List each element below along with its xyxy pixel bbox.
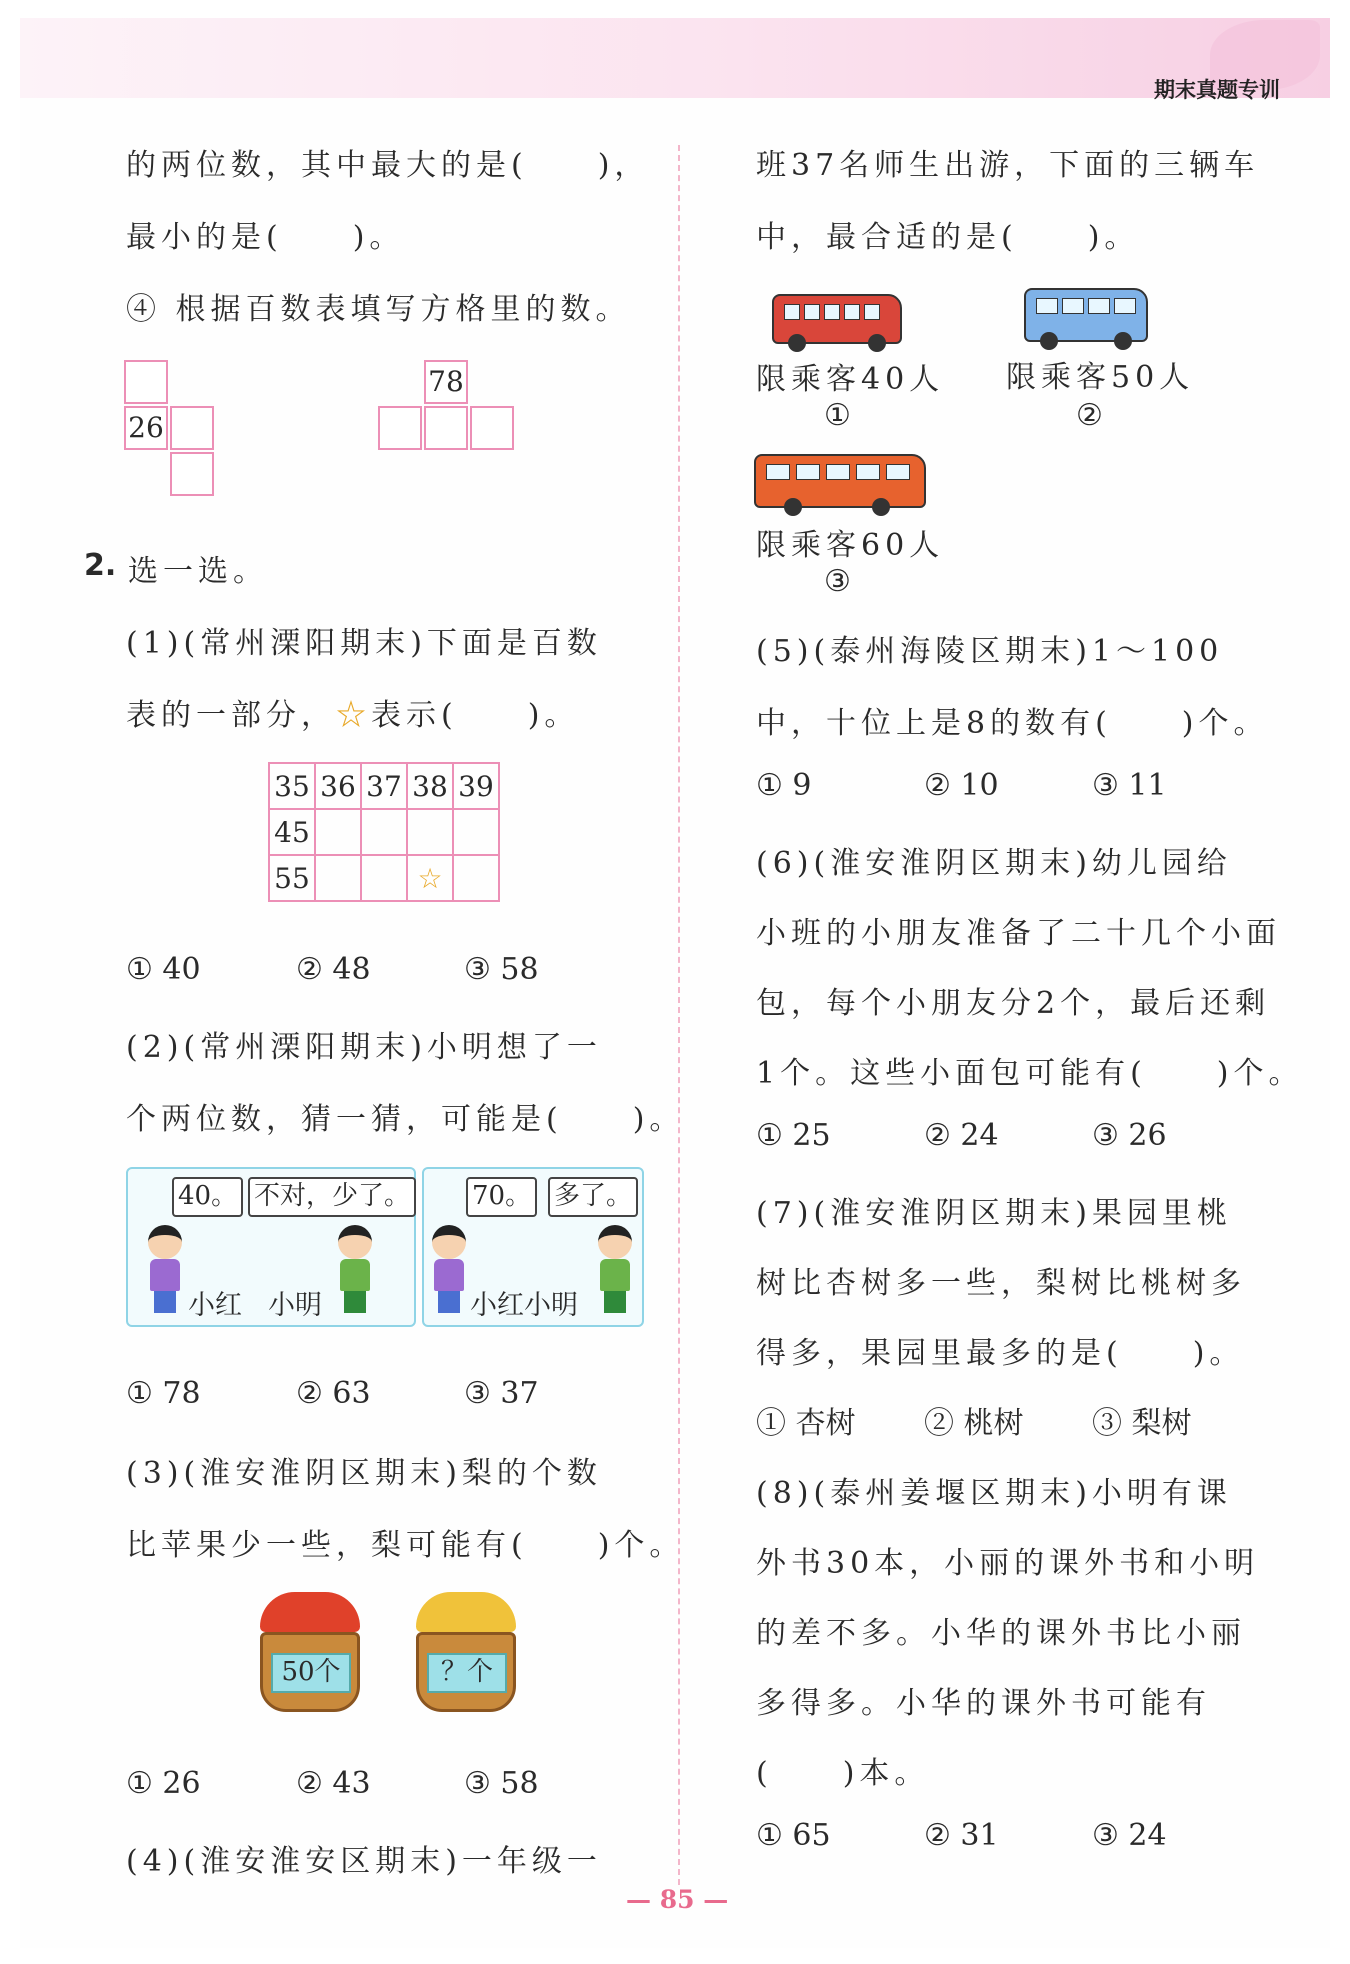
option[interactable]: ③ 58: [464, 1766, 539, 1801]
basket-label: ？个: [427, 1653, 507, 1693]
grid-cell[interactable]: [470, 406, 514, 450]
header-title: 期末真题专训: [1154, 78, 1280, 102]
grid-cell-given: 78: [424, 360, 468, 404]
text-line: 个两位数，猜一猜，可能是( )。: [126, 1102, 685, 1137]
table-cell: [315, 809, 361, 855]
text-line: (7)(淮安淮阴区期末)果园里桃: [756, 1196, 1232, 1231]
text-line: 最小的是( )。: [126, 220, 405, 255]
dialogue-scene: [422, 1167, 644, 1327]
speech-bubble: 40。: [172, 1177, 243, 1217]
text-line: 中，十位上是8的数有( )个。: [756, 706, 1269, 741]
table-row: [269, 763, 499, 809]
table-cell: 39: [453, 763, 499, 809]
table-row: [269, 809, 499, 855]
text-line: 的差不多。小华的课外书比小丽: [756, 1616, 1246, 1651]
question-title: 选一选。: [128, 554, 268, 589]
option[interactable]: ③ 58: [464, 952, 539, 987]
option[interactable]: ② 43: [296, 1766, 371, 1801]
option[interactable]: ② 桃树: [924, 1406, 1024, 1441]
option[interactable]: ① 9: [756, 768, 812, 803]
text-line: (5)(泰州海陵区期末)1～100: [756, 634, 1224, 669]
table-cell: 35: [269, 763, 315, 809]
option[interactable]: ② 63: [296, 1376, 371, 1411]
grid-cell[interactable]: [378, 406, 422, 450]
grid-cell-given: 26: [124, 406, 168, 450]
option[interactable]: ③ 梨树: [1092, 1406, 1192, 1441]
grid-cell[interactable]: [424, 406, 468, 450]
girl-figure: [428, 1225, 470, 1315]
table-cell: [453, 855, 499, 901]
text-line: (2)(常州溧阳期末)小明想了一: [126, 1030, 602, 1065]
text-line: ④ 根据百数表填写方格里的数。: [126, 292, 631, 327]
option[interactable]: ① 26: [126, 1766, 201, 1801]
option[interactable]: ① 40: [126, 952, 201, 987]
apple-basket: [260, 1592, 360, 1712]
table-cell: [453, 809, 499, 855]
bus-label: 限乘客50人: [1006, 360, 1195, 395]
kid-label: 小红: [188, 1290, 242, 1321]
text-line: (6)(淮安淮阴区期末)幼儿园给: [756, 846, 1232, 881]
table-row: [269, 855, 499, 901]
option[interactable]: ② 24: [924, 1118, 999, 1153]
boy-figure: [594, 1225, 636, 1315]
bus-number[interactable]: ②: [1076, 398, 1103, 433]
star-icon: ☆: [407, 855, 453, 901]
table-cell: 37: [361, 763, 407, 809]
bus-label: 限乘客40人: [756, 362, 945, 397]
star-icon: ☆: [336, 698, 371, 733]
text-line: [126, 690, 579, 734]
speech-bubble: 多了。: [548, 1177, 638, 1217]
option[interactable]: ② 48: [296, 952, 371, 987]
column-divider: [678, 145, 680, 1885]
text-part: 表的一部分，: [126, 698, 336, 733]
table-cell: [361, 809, 407, 855]
text-part: 表示( )。: [371, 698, 580, 733]
table-cell: [315, 855, 361, 901]
table-cell: [361, 855, 407, 901]
text-line: 外书30本，小丽的课外书和小明: [756, 1546, 1260, 1581]
page-number: — 85 —: [626, 1885, 729, 1914]
text-line: 得多，果园里最多的是( )。: [756, 1336, 1245, 1371]
bus-icon: [1024, 288, 1148, 342]
text-line: (4)(淮安淮安区期末)一年级一: [126, 1844, 602, 1879]
pear-basket: [416, 1592, 516, 1712]
grid-cell[interactable]: [170, 452, 214, 496]
option[interactable]: ③ 26: [1092, 1118, 1167, 1153]
bus-label: 限乘客60人: [756, 528, 945, 563]
table-cell: [407, 809, 453, 855]
apple-icon: [260, 1592, 360, 1632]
text-line: (8)(泰州姜堰区期末)小明有课: [756, 1476, 1232, 1511]
text-line: (3)(淮安淮阴区期末)梨的个数: [126, 1456, 602, 1491]
option[interactable]: ① 杏树: [756, 1406, 856, 1441]
table-cell: 36: [315, 763, 361, 809]
grid-cell[interactable]: [170, 406, 214, 450]
text-line: 中，最合适的是( )。: [756, 220, 1140, 255]
table-cell: 55: [269, 855, 315, 901]
bus-number[interactable]: ①: [824, 398, 851, 433]
bus-icon: [754, 454, 926, 508]
option[interactable]: ③ 11: [1092, 768, 1167, 803]
basket-label: 50个: [271, 1653, 351, 1693]
text-line: 小班的小朋友准备了二十几个小面: [756, 916, 1281, 951]
option[interactable]: ② 31: [924, 1818, 999, 1853]
text-line: 比苹果少一些，梨可能有( )个。: [126, 1528, 685, 1563]
table-cell: 38: [407, 763, 453, 809]
header-band: [20, 18, 1330, 98]
text-line: 树比杏树多一些，梨树比桃树多: [756, 1266, 1246, 1301]
grid-cell[interactable]: [124, 360, 168, 404]
kid-label: 小明: [268, 1290, 322, 1321]
hundred-table: [268, 762, 500, 902]
text-line: 包，每个小朋友分2个，最后还剩: [756, 986, 1271, 1021]
text-line: ( )本。: [756, 1756, 930, 1791]
text-line: 多得多。小华的课外书可能有: [756, 1686, 1211, 1721]
bus-number[interactable]: ③: [824, 564, 851, 599]
option[interactable]: ① 65: [756, 1818, 831, 1853]
kid-label: 小红小明: [470, 1290, 578, 1321]
dialogue-scene: [126, 1167, 416, 1327]
girl-figure: [144, 1225, 186, 1315]
pear-icon: [416, 1592, 516, 1632]
text-line: 班37名师生出游，下面的三辆车: [756, 148, 1260, 183]
option[interactable]: ② 10: [924, 768, 999, 803]
text-line: 的两位数，其中最大的是( )，: [126, 148, 650, 183]
option[interactable]: ③ 24: [1092, 1818, 1167, 1853]
option[interactable]: ① 25: [756, 1118, 831, 1153]
text-line: (1)(常州溧阳期末)下面是百数: [126, 626, 602, 661]
boy-figure: [334, 1225, 376, 1315]
speech-bubble: 70。: [466, 1177, 537, 1217]
table-cell: 45: [269, 809, 315, 855]
speech-bubble: 不对，少了。: [248, 1177, 416, 1217]
question-number: 2.: [84, 548, 117, 583]
bus-icon: [772, 294, 902, 344]
text-line: 1个。这些小面包可能有( )个。: [756, 1056, 1304, 1091]
option[interactable]: ③ 37: [464, 1376, 539, 1411]
option[interactable]: ① 78: [126, 1376, 201, 1411]
